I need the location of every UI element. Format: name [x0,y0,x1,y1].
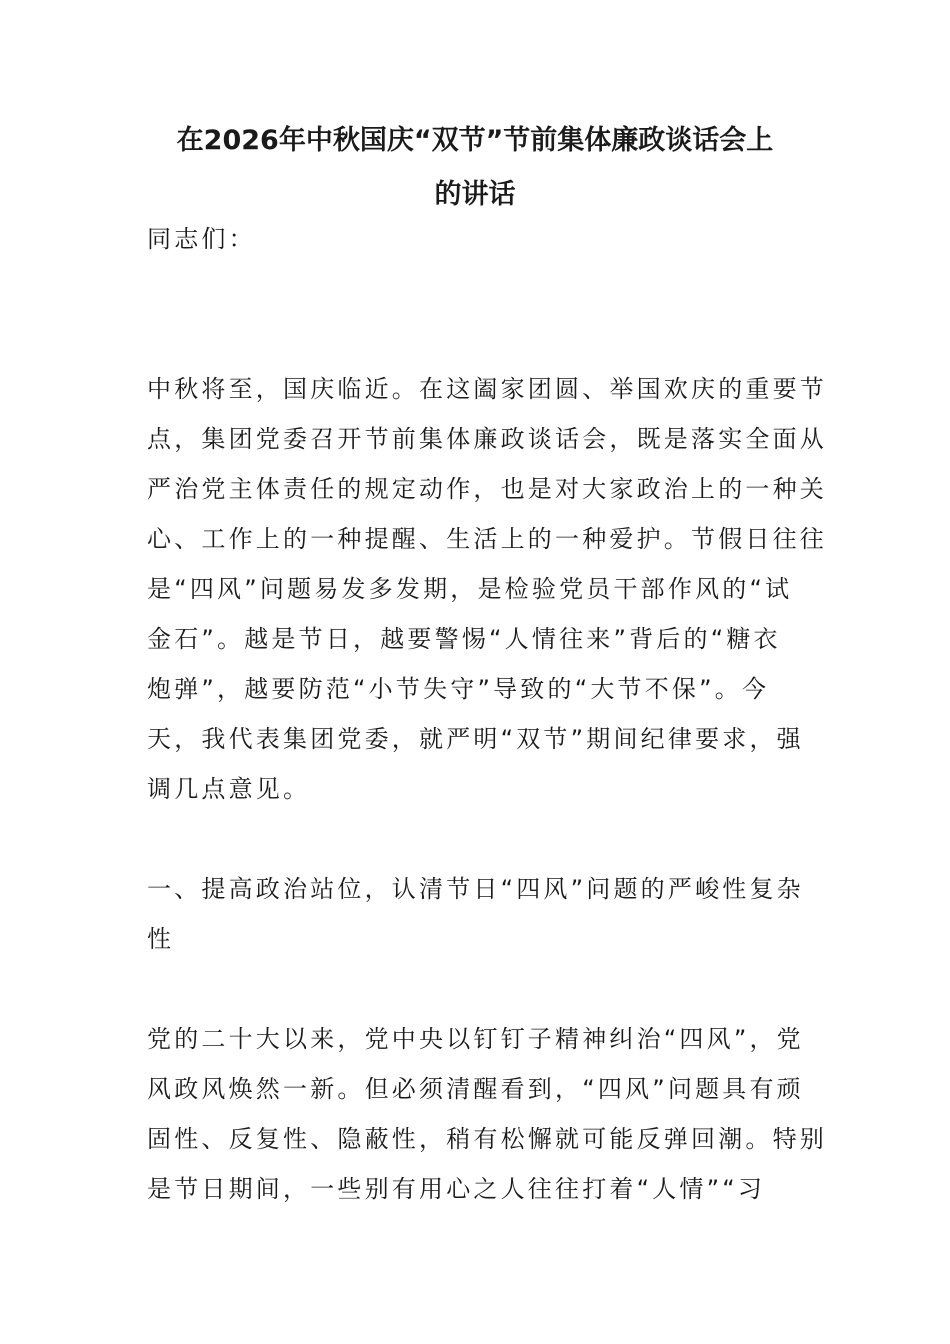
paragraph-line: 是节日期间，一些别有用心之人往往打着“人情”“习 [147,1175,766,1203]
paragraph-line: 炮弹”，越要防范“小节失守”导致的“大节不保”。今 [147,675,770,703]
paragraph-line: 党的二十大以来，党中央以钉钉子精神纠治“四风”，党 [147,1025,804,1053]
paragraph-line: 天，我代表集团党委，就严明“双节”期间纪律要求，强 [147,725,804,753]
section-heading-1 [147,864,807,964]
paragraph-intro [147,364,827,814]
salutation-text: 同志们： [147,225,256,253]
paragraph-line: 固性、反复性、隐蔽性，稍有松懈就可能反弹回潮。特别 [147,1125,827,1153]
paragraph-line: 点，集团党委召开节前集体廉政谈话会，既是落实全面从 [147,425,827,453]
heading-line: 性 [147,925,175,953]
paragraph-line: 中秋将至，国庆临近。在这阖家团圆、举国欢庆的重要节 [147,375,827,403]
paragraph-line: 是“四风”问题易发多发期，是检验党员干部作风的“试 [147,575,793,603]
paragraph-line: 风政风焕然一新。但必须清醒看到，“四风”问题具有顽 [147,1075,804,1103]
paragraph-line: 调几点意见。 [147,775,311,803]
title-line-2: 的讲话 [434,179,516,210]
paragraph-line: 严治党主体责任的规定动作，也是对大家政治上的一种关 [147,475,827,503]
document-title [120,114,830,222]
paragraph-line: 金石”。越是节日，越要警惕“人情往来”背后的“糖衣 [147,625,781,653]
paragraph-line: 心、工作上的一种提醒、生活上的一种爱护。节假日往往 [147,525,827,553]
heading-line: 一、提高政治站位，认清节日“四风”问题的严峻性复杂 [147,875,804,903]
title-line-1: 在2026年中秋国庆“双节”节前集体廉政谈话会上 [176,125,774,156]
salutation [147,214,807,264]
paragraph-section-1 [147,1014,827,1214]
